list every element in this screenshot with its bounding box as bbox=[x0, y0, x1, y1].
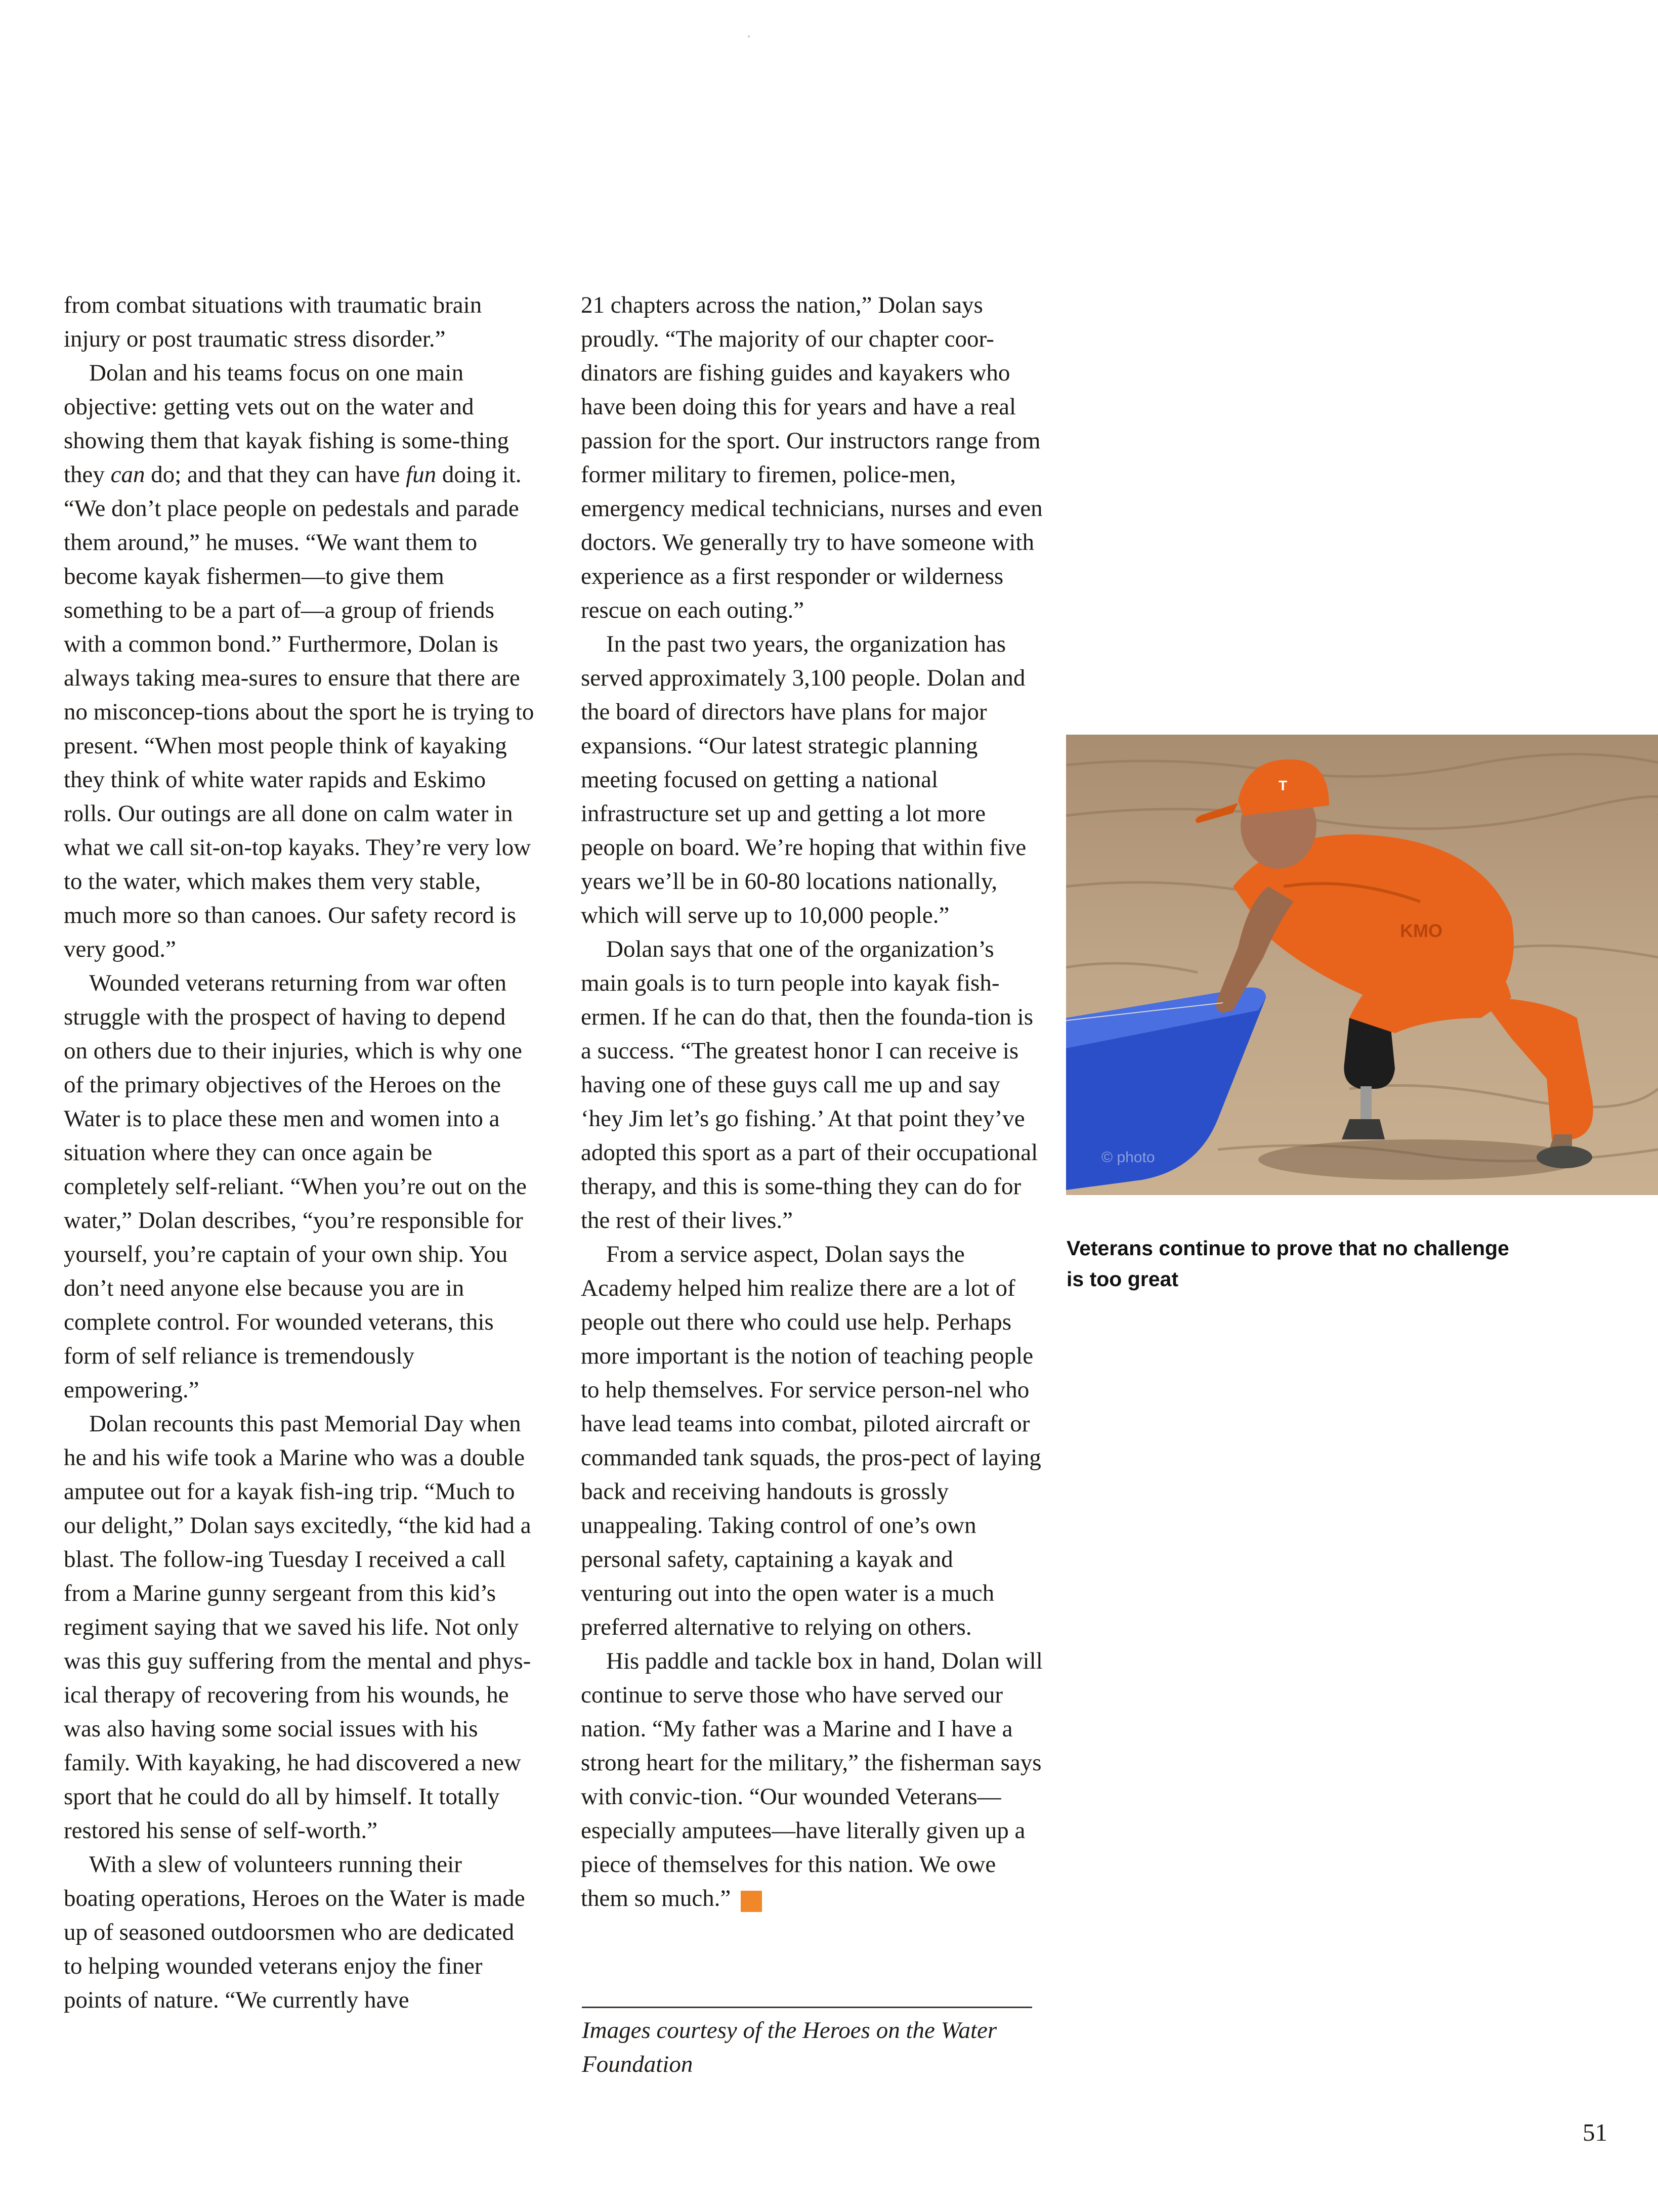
paragraph-text: do; and that they can have bbox=[145, 461, 406, 488]
paragraph: Wounded veterans returning from war often struggle with the prospect of having to depend on others due to their injuries, which is why one of the primary objectives of the Heroes on the Water is to place these men and women into a situation where they can once again be completely self-reliant. “When you’re out on the water,” Dolan describes, “you’re responsible for yourself, you’re captain of your own ship. You don’t need anyone else because you are in complete control. For wounded veterans, this form of self reliance is tremendously empowering.” bbox=[64, 970, 527, 1403]
prosthetic-pylon bbox=[1361, 1086, 1372, 1122]
shadow bbox=[1258, 1139, 1582, 1180]
photo-illustration bbox=[1066, 735, 1658, 1195]
shoe bbox=[1537, 1146, 1592, 1168]
paragraph-text: His paddle and tackle box in hand, Dolan will continue to serve those who have served our nation. “My father was a Marine and I have a strong heart for the military,” the fisherman says with convic-tion. “Our wounded Veterans—especially amputees—have literally given up a piece of themselves for this nation. We owe them so much.” bbox=[581, 1648, 1043, 1911]
scan-speck bbox=[748, 35, 750, 37]
end-of-article-check-icon: ✓ bbox=[741, 1891, 762, 1912]
veteran-kayak-photo bbox=[1066, 735, 1658, 1195]
paragraph: Dolan recounts this past Memorial Day when he and his wife took a Marine who was a double amputee out for a kayak fish-ing trip. “Much to our delight,” Dolan says excitedly, “the kid had a blast. The follow-ing Tuesday I received a call from a Marine gunny sergeant from this kid’s regiment saying that we saved his life. Not only was this guy suffering from the mental and phys-ical therapy of recovering from his wounds, he was also having some social issues with his family. With kayaking, he had discovered a new sport that he could do all by himself. It totally restored his sense of self-worth.” bbox=[64, 1411, 531, 1844]
paragraph-text: Dolan and his teams focus on one main objective: getting vets out on the water and showing them that kayak fishing is some-thing they bbox=[64, 360, 509, 488]
paragraph bbox=[64, 356, 534, 966]
paragraph: from combat situations with traumatic brain injury or post traumatic stress disorder.” bbox=[64, 292, 482, 352]
article-column-left bbox=[64, 288, 534, 2017]
cap-logo: T bbox=[1279, 778, 1288, 793]
page-number: 51 bbox=[1583, 2118, 1607, 2146]
paragraph: From a service aspect, Dolan says the Academy helped him realize there are a lot of people out there who could use help. Perhaps more important is the notion of teaching people to help themselves. For service person-nel who have lead teams into combat, piloted aircraft or commanded tank squads, the pros-pect of laying back and receiving handouts is grossly unappealing. Taking control of one’s own personal safety, captaining a kayak and venturing out into the open water is a much preferred alternative to relying on others. bbox=[581, 1241, 1041, 1640]
paragraph: With a slew of volunteers running their boating operations, Heroes on the Water is made up of seasoned outdoorsmen who are dedicated to helping wounded veterans enjoy the finer points of nature. “We currently have bbox=[64, 1851, 525, 2013]
emphasis-can: can bbox=[110, 461, 145, 488]
paragraph-text: doing it. “We don’t place people on pedestals and parade them around,” he muses. “We want them to become kayak fishermen—to give them something to be a part of—a group of friends with a common bond.” Furthermore, Dolan is always taking mea-sures to ensure that there are no misconcep-tions about the sport he is trying to present. “When most people think of kayaking they think of white water rapids and Eskimo rolls. Our outings are all done on calm water in what we call sit-on-top kayaks. They’re very low to the water, which makes them very stable, much more so than canoes. Our safety record is very good.” bbox=[64, 461, 534, 962]
shirt-print: KMO bbox=[1400, 920, 1442, 941]
emphasis-fun: fun bbox=[406, 461, 437, 488]
image-credit: Images courtesy of the Heroes on the Water Foundation bbox=[582, 2017, 997, 2077]
prosthetic-foot bbox=[1342, 1119, 1385, 1139]
paragraph: Dolan says that one of the organization’s main goals is to turn people into kayak fish-ermen. If he can do that, then the founda-tion is a success. “The greatest honor I can receive is having one of these guys call me up and say ‘hey Jim let’s go fishing.’ At that point they’ve adopted this sport as a part of their occupational therapy, and this is some-thing they can do for the rest of their lives.” bbox=[581, 936, 1038, 1233]
paragraph: 21 chapters across the nation,” Dolan says proudly. “The majority of our chapter coor-dinators are fishing guides and kayakers who have been doing this for years and have a real passion for the sport. Our instructors range from former military to firemen, police-men, emergency medical technicians, nurses and even doctors. We generally try to have someone with experience as a first responder or wilderness rescue on each outing.” bbox=[581, 292, 1043, 623]
paragraph: In the past two years, the organization has served approximately 3,100 people. Dolan and the board of directors have plans for major expansions. “Our latest strategic planning meeting focused on getting a national infrastructure set up and getting a lot more people on board. We’re hoping that within five years we’ll be in 60-80 locations nationally, which will serve up to 10,000 people.” bbox=[581, 631, 1027, 928]
photo-watermark: © photo bbox=[1101, 1149, 1155, 1166]
paragraph bbox=[581, 1644, 1046, 1916]
article-column-middle bbox=[581, 288, 1046, 1916]
photo-caption: Veterans continue to prove that no challenge is too great bbox=[1067, 1237, 1509, 1291]
credit-divider bbox=[582, 2007, 1032, 2008]
